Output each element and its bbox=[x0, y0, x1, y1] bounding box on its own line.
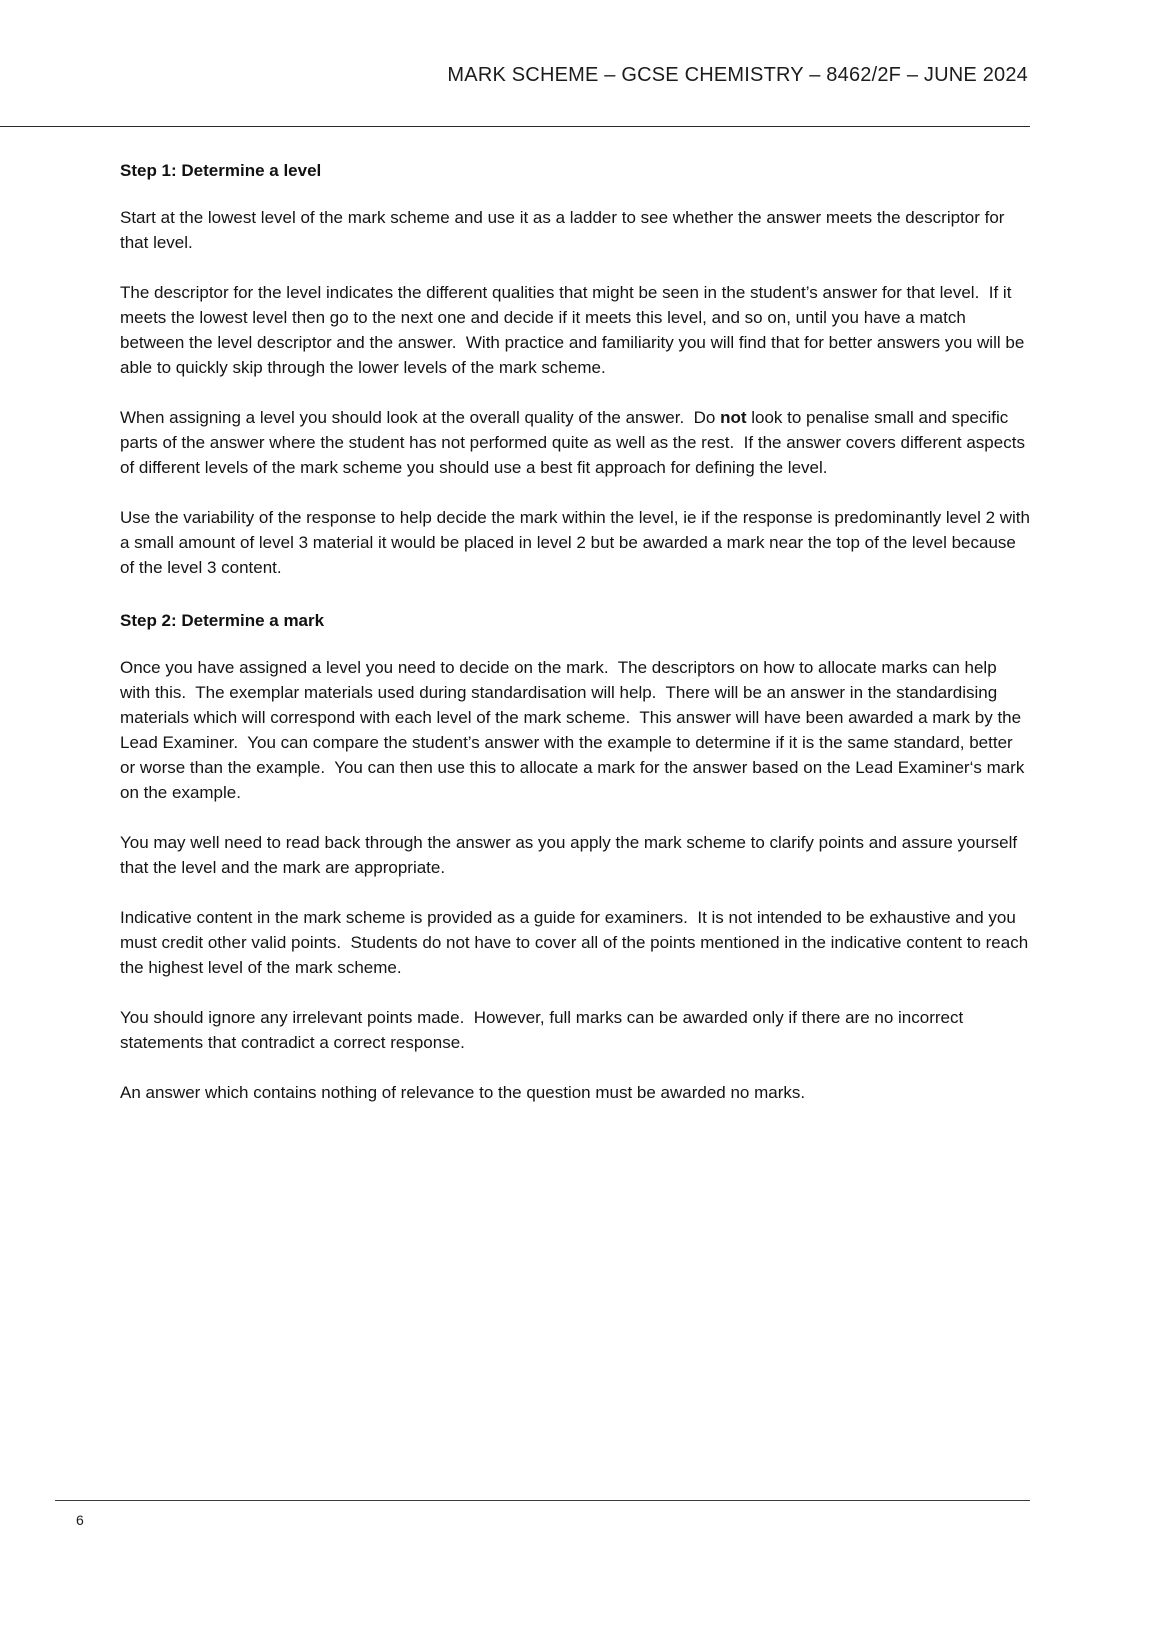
step2-paragraph-indicative: Indicative content in the mark scheme is provided as a guide for examiners. It is not intended to be exhaustive and you must credit other valid points. Students do not have to cover all of the points mentioned in the indicative content to reach the highest level of the mark scheme. bbox=[120, 908, 1033, 977]
step1-heading: Step 1: Determine a level bbox=[120, 161, 322, 180]
document-header-title: MARK SCHEME – GCSE CHEMISTRY – 8462/2F – JUNE 2024 bbox=[447, 64, 1028, 86]
page-number: 6 bbox=[76, 1512, 84, 1528]
step2-paragraph-ignore: You should ignore any irrelevant points made. However, full marks can be awarded only if there are no incorrect statements that contradict a correct response. bbox=[120, 1008, 968, 1052]
step1-paragraph-variability: Use the variability of the response to help decide the mark within the level, ie if the response is predominantly level 2 with a small amount of level 3 material it would be placed in level 2 but be awarded a mark near the top of the level because of the level 3 content. bbox=[120, 508, 1035, 577]
footer-divider bbox=[55, 1500, 1030, 1501]
step2-heading: Step 2: Determine a mark bbox=[120, 611, 325, 630]
step1-paragraph-ladder: Start at the lowest level of the mark scheme and use it as a ladder to see whether the answer meets the descriptor for that level. bbox=[120, 208, 1010, 252]
step2-paragraph-read-back: You may well need to read back through the answer as you apply the mark scheme to clarify points and assure yourself that the level and the mark are appropriate. bbox=[120, 833, 1022, 877]
step1-paragraph-descriptor: The descriptor for the level indicates the different qualities that might be seen in the student’s answer for that level. If it meets the lowest level then go to the next one and decide if it meets this level, and so on, until you have a match between the level descriptor and the answer. With practice and familiarity you will find that for better answers you will be able to quickly skip through the lower levels of the mark scheme. bbox=[120, 283, 1030, 377]
step1-paragraph-assigning bbox=[120, 405, 1030, 480]
header-divider bbox=[0, 126, 1030, 127]
step2-paragraph-no-relevance: An answer which contains nothing of relevance to the question must be awarded no marks. bbox=[120, 1083, 806, 1102]
paragraph-text: When assigning a level you should look at the overall quality of the answer. Do bbox=[120, 408, 721, 427]
paragraph-bold-text: not bbox=[720, 408, 747, 427]
document-body bbox=[120, 158, 1035, 1130]
paragraph-text: look to penalise small and specific parts of the answer where the student has not performed quite as well as the rest. If the answer covers different aspects of different levels of the mark scheme you should use a best fit approach for defining the level. bbox=[120, 408, 1030, 477]
step2-paragraph-once: Once you have assigned a level you need to decide on the mark. The descriptors on how to allocate marks can help with this. The exemplar materials used during standardisation will help. There will be an answer in the standardising materials which will correspond with each level of the mark scheme. This answer will have been awarded a mark by the Lead Examiner. You can compare the student’s answer with the example to determine if it is the same standard, better or worse than the example. You can then use this to allocate a mark for the answer based on the Lead Examiner‘s mark on the example. bbox=[120, 658, 1030, 802]
